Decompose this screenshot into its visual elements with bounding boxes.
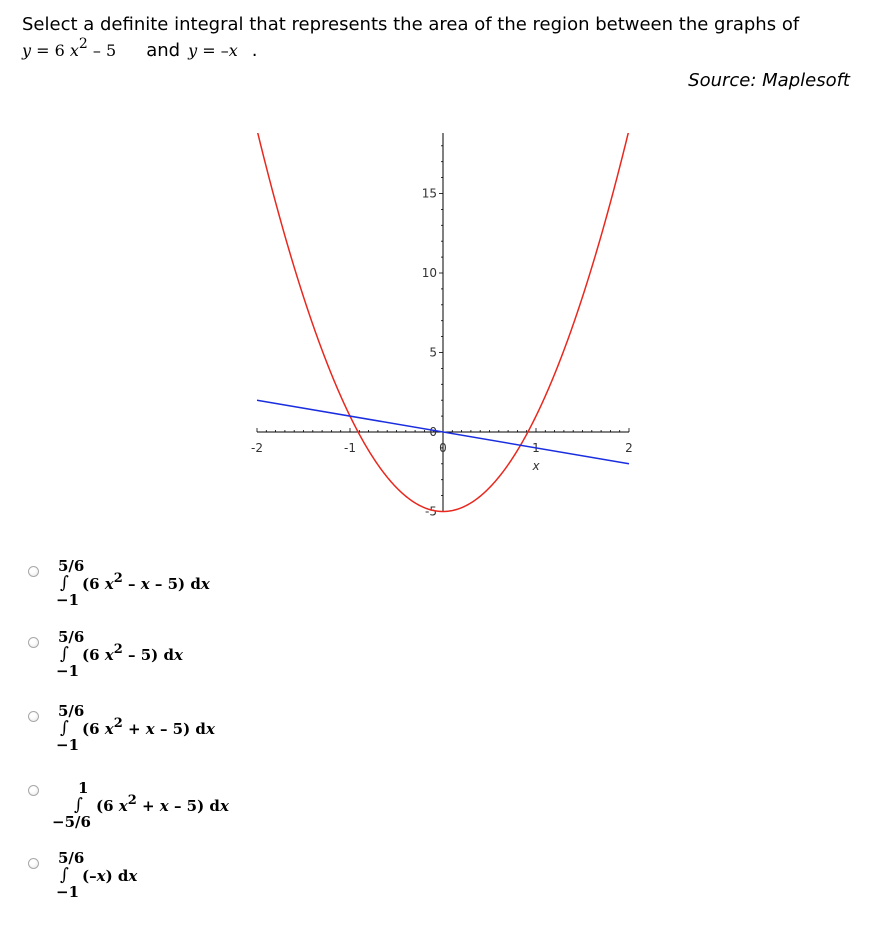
x-tick-label: -1 (344, 441, 356, 455)
lower-limit: −1 (56, 736, 80, 754)
f-lhs: y (22, 41, 32, 60)
radio-button[interactable] (28, 566, 39, 577)
y-tick-label: -5 (425, 504, 437, 519)
f-var: x (69, 41, 79, 60)
integral-sign: ∫ (60, 573, 69, 593)
upper-limit: 1 (78, 779, 89, 797)
integral-sign: ∫ (74, 795, 83, 815)
x-tick-label: -2 (251, 441, 263, 455)
answer-option[interactable] (28, 779, 288, 851)
lower-limit: −1 (56, 883, 80, 901)
upper-limit: 5/6 (58, 702, 85, 720)
upper-limit: 5/6 (58, 849, 85, 867)
integral-sign: ∫ (60, 718, 69, 738)
integrand: (6 x2 + x – 5) dx (82, 716, 215, 738)
g-lhs: y (188, 41, 198, 60)
y-tick-label: 15 (421, 186, 437, 201)
and-word: and (146, 40, 181, 61)
integrand: (–x) dx (82, 867, 138, 885)
integrand: (6 x2 – x – 5) dx (82, 571, 210, 593)
radio-button[interactable] (28, 858, 39, 869)
y-tick-label: 0 (429, 425, 437, 439)
upper-limit: 5/6 (58, 557, 85, 575)
f-eq: = 6 (31, 41, 70, 60)
upper-limit: 5/6 (58, 628, 85, 646)
question-text: Select a definite integral that represents the area of the region between the graphs of (22, 14, 800, 35)
y-tick-label: 5 (429, 345, 437, 360)
x-tick-label: 2 (625, 441, 633, 455)
x-tick-label: 0 (439, 441, 447, 455)
x-tick-label: 1 (532, 441, 540, 455)
g-var: x (228, 41, 238, 60)
radio-button[interactable] (28, 711, 39, 722)
lower-limit: −1 (56, 662, 80, 680)
g-eq: = – (197, 41, 229, 60)
answer-option[interactable] (28, 628, 288, 700)
integrand: (6 x2 + x – 5) dx (96, 793, 229, 815)
integrand: (6 x2 – 5) dx (82, 642, 183, 664)
answer-option[interactable] (28, 849, 288, 921)
x-axis-label: x (532, 459, 540, 473)
source-credit: Source: Maplesoft (688, 70, 850, 91)
lower-limit: −5/6 (52, 813, 91, 831)
answer-option[interactable] (28, 702, 288, 774)
integral-sign: ∫ (60, 644, 69, 664)
radio-button[interactable] (28, 637, 39, 648)
integral-sign: ∫ (60, 865, 69, 885)
lower-limit: −1 (56, 591, 80, 609)
f-tail: – 5 (87, 41, 117, 60)
f-exp: 2 (78, 36, 88, 52)
radio-button[interactable] (28, 785, 39, 796)
answer-option[interactable] (28, 557, 288, 629)
period: . (251, 40, 258, 61)
y-tick-label: 10 (421, 266, 437, 280)
